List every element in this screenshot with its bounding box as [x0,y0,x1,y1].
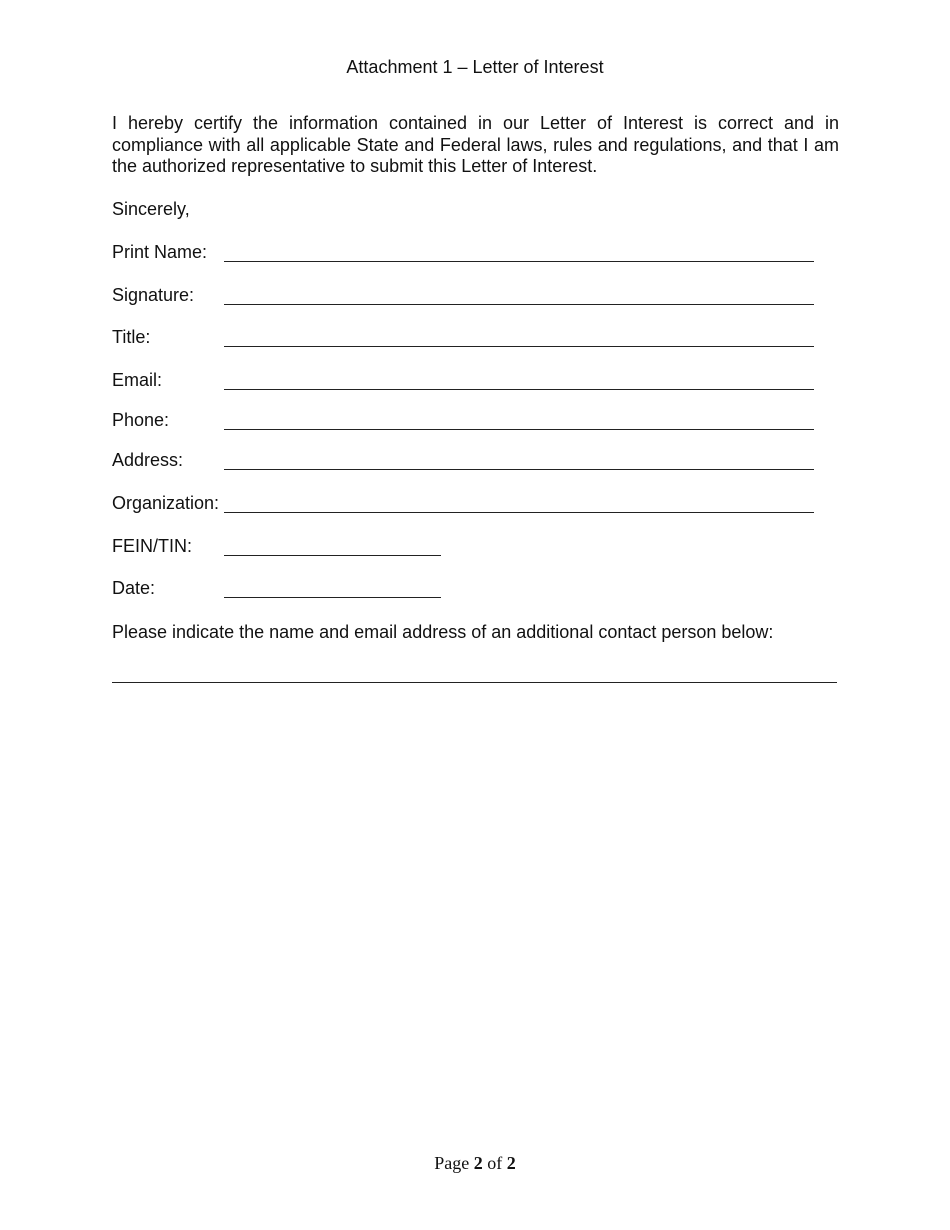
additional-contact-line[interactable] [112,682,837,683]
organization-label: Organization: [112,493,220,513]
address-line[interactable] [224,469,814,470]
closing-salutation: Sincerely, [112,199,190,219]
additional-contact-prompt: Please indicate the name and email address of an additional contact person below: [112,622,774,642]
page-word: Page [434,1153,470,1173]
total-pages-number: 2 [506,1153,516,1173]
print-name-line[interactable] [224,261,814,262]
title-label: Title: [112,327,151,347]
of-word: of [487,1153,503,1173]
current-page-number: 2 [473,1153,483,1173]
title-line[interactable] [224,346,814,347]
organization-line[interactable] [224,512,814,513]
document-title: Attachment 1 – Letter of Interest [346,57,604,77]
page-footer [0,1152,950,1174]
date-label: Date: [112,578,156,598]
fein-tin-line[interactable] [224,555,441,556]
certification-paragraph: I hereby certify the information contained in our Letter of Interest is correct and in compliance with all applicable State and Federal laws, rules and regulations, and that I am the authorized representative to submit this Letter of Interest. [112,113,839,176]
print-name-label: Print Name: [112,242,208,262]
email-line[interactable] [224,389,814,390]
address-label: Address: [112,450,184,470]
email-label: Email: [112,370,163,390]
signature-label: Signature: [112,285,195,305]
phone-line[interactable] [224,429,814,430]
date-line[interactable] [224,597,441,598]
phone-label: Phone: [112,410,170,430]
signature-line[interactable] [224,304,814,305]
fein-tin-label: FEIN/TIN: [112,536,192,556]
